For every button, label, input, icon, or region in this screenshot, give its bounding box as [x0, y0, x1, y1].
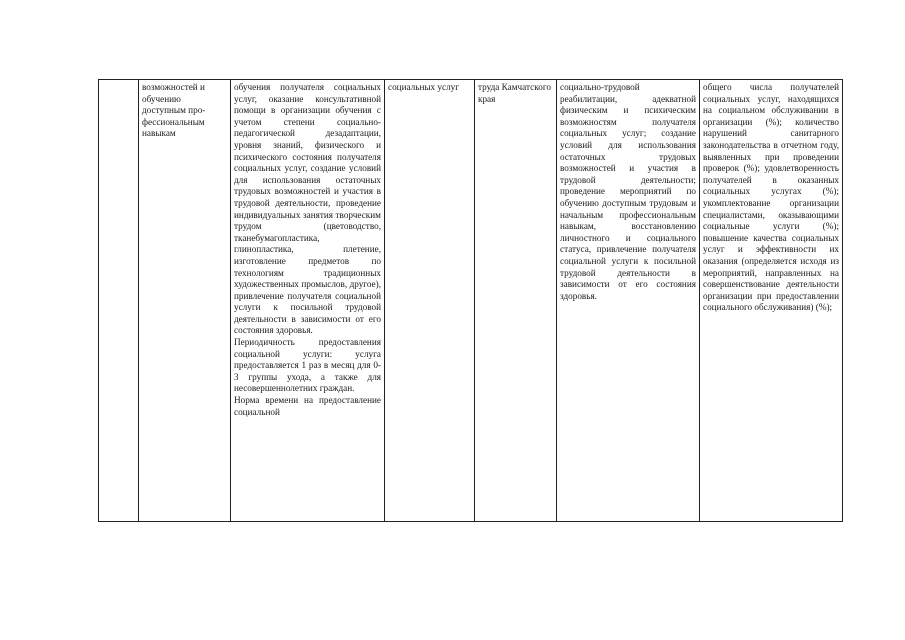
authority-cell [475, 80, 557, 522]
standard-text: социальных услуг [388, 82, 460, 92]
service-name-cell [139, 80, 231, 522]
service-content-text: обучения получателя социальных услуг, оказание консультативной помощи в организации обучения с учетом степени социально-педагогической дезадаптации, уровня знаний, физического и психического состояния получателя социальных услуг, создание условий для использования остаточных трудовых возможностей и участия в трудовой деятельности, проведение индивидуальных занятия творческим трудом (цветоводство, тканебумагопластика, глинопластика, плетение, изготовление предметов по технологиям традиционных художественных промыслов, другое), привлечение получателя социальной услуги к посильной трудовой деятельности в зависимости от его состояния здоровья. Периодичность предоставления социальной услуги: услуга предоставляется 1 раз в месяц для 0-3 группы ухода, а также для несовершеннолетних граждан. Норма времени на предоставление социальной [234, 82, 381, 417]
conditions-cell [557, 80, 700, 522]
table-row [99, 80, 843, 522]
row-number-cell [99, 80, 139, 522]
standard-cell [385, 80, 475, 522]
conditions-text: социально-трудовой реабилитации, адекватной физическим и психическим возможностям получателя социальных услуг; создание условий для использования остаточных трудовых возможностей и участия в трудовой деятельности; проведение мероприятий по обучению доступным трудовым и начальным профессиональным навыкам, восстановлению личностного и социального статуса, привлечение получателя социальной услуги к посильной трудовой деятельности в зависимости от его состояния здоровья. [560, 82, 696, 301]
quality-indicators-cell [700, 80, 843, 522]
authority-text: труда Камчатского края [478, 82, 551, 104]
service-name-text: возможностей и обучению доступным про-фессиональным навыкам [142, 82, 206, 139]
service-content-cell [231, 80, 385, 522]
quality-indicators-text: общего числа получателей социальных услуг, находящихся на социальном обслуживании в организации (%); количество нарушений санитарного законодательства в отчетном году, выявленных при проведении проверок (%); удовлетворенность получателей в оказанных социальных услугах (%); укомплектование организации специалистами, оказывающими социальные услуги (%); повышение качества социальных услуг и эффективности их оказания (определяется исходя из мероприятий, направленных на совершенствование деятельности организации при предоставлении социального обслуживания) (%); [703, 82, 839, 313]
services-table [98, 79, 843, 522]
